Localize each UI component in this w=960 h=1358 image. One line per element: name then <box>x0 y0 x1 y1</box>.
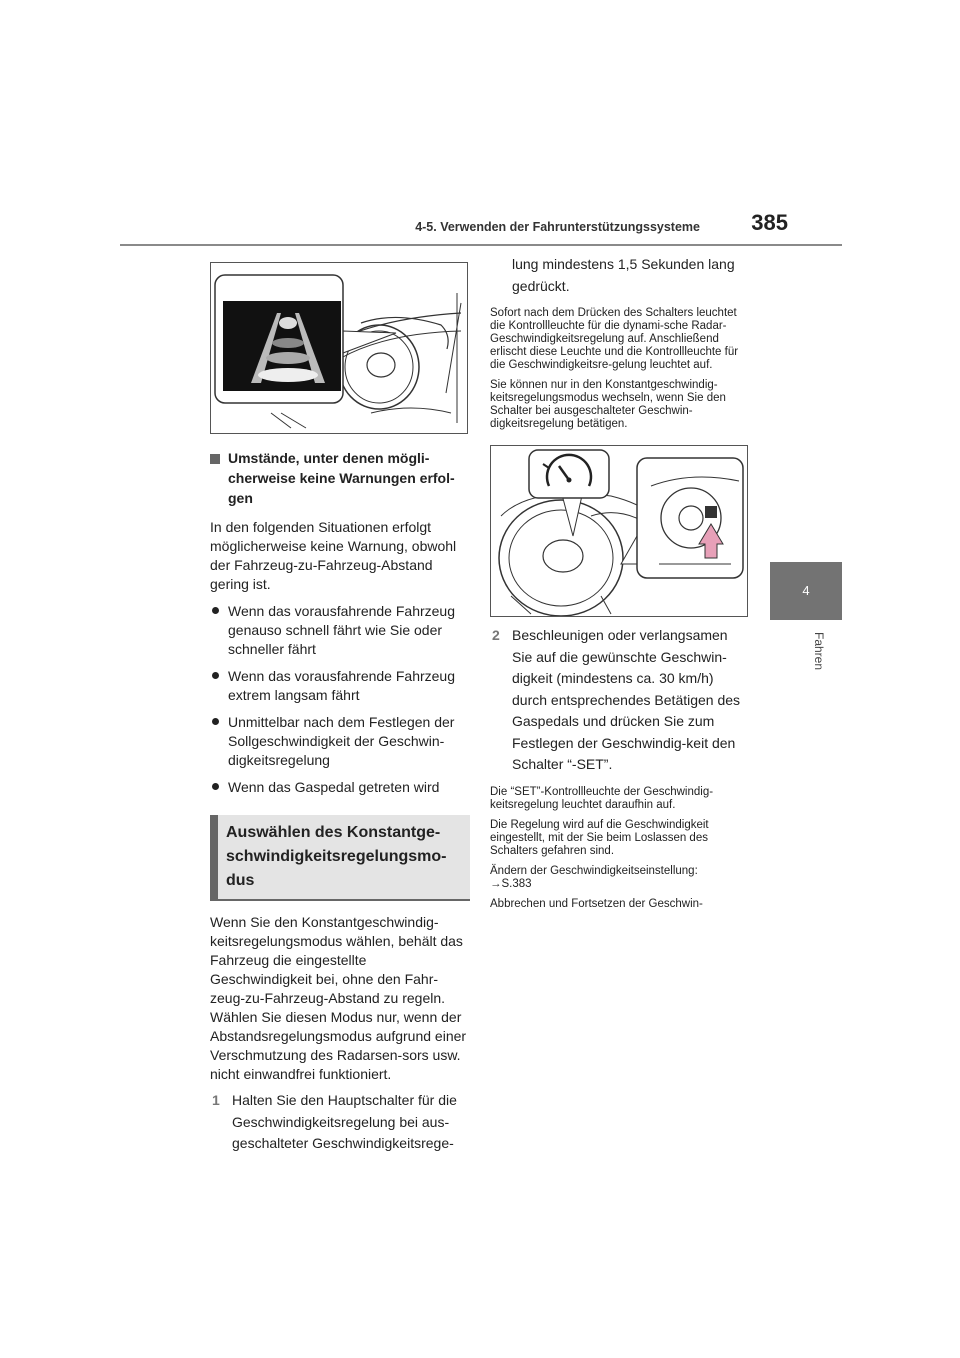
step-number: 2 <box>492 627 500 643</box>
step-number: 1 <box>212 1092 220 1108</box>
step-text: Beschleunigen oder verlangsamen Sie auf die gewünschte Geschwin-digkeit (mindestens ca. 30 km/h) durch entsprechendes Betätigen des Gaspedals und drücken Sie zum Festlegen der Geschwindig-keit den Schalter “-SET”. <box>512 627 741 772</box>
list-item: Wenn das Gaspedal getreten wird <box>210 778 470 797</box>
note-paragraph: Die “SET”-Kontrollleuchte der Geschwindig-keitsregelung leuchtet daraufhin auf. <box>490 785 714 811</box>
step-1 <box>210 1090 470 1155</box>
dashboard-warning-illustration <box>210 262 468 434</box>
intro-paragraph: In den folgenden Situationen erfolgt möglicherweise keine Warnung, obwohl der Fahrzeug-zu-Fahrzeug-Abstand gering ist. <box>210 519 457 592</box>
note-paragraph <box>490 865 748 891</box>
right-column <box>490 254 748 911</box>
subheading-no-warning: Umstände, unter denen mögli-cherweise keine Warnungen erfol-gen <box>210 448 470 508</box>
list-item: Wenn das vorausfahrende Fahrzeug extrem langsam fährt <box>210 667 470 705</box>
list-item: Unmittelbar nach dem Festlegen der Sollgeschwindigkeit der Geschwin-digkeitsregelung <box>210 713 470 770</box>
header-rule <box>120 244 842 246</box>
section-paragraph: Wenn Sie den Konstantgeschwindig-keitsregelungsmodus wählen, behält das Fahrzeug die eingestellte Geschwindigkeit bei, ohne den Fahr-zeug-zu-Fahrzeug-Abstand zu regeln. Wählen Sie diesen Modus nur, wenn der Abstandsregelungsmodus aufgrund einer Verschmutzung des Radarsen-sors usw. nicht einwandfrei funktioniert. <box>210 914 467 1082</box>
chapter-tab: 4 <box>770 562 842 620</box>
note-paragraph: Sie können nur in den Konstantgeschwindig-keitsregelungsmodus wechseln, wenn Sie den Schalter bei ausgeschalteter Geschwin-digkeitsregelung betätigen. <box>490 379 726 430</box>
situation-list <box>210 602 470 797</box>
list-item: Wenn das vorausfahrende Fahrzeug genauso schnell fährt wie Sie oder schneller fährt <box>210 602 470 659</box>
bullet-dot-icon <box>212 783 219 790</box>
step-text: Halten Sie den Hauptschalter für die Geschwindigkeitsregelung bei aus-geschalteter Geschwindigkeitsrege- <box>232 1092 457 1151</box>
note-paragraph: Die Regelung wird auf die Geschwindigkeit eingestellt, mit der Sie beim Loslassen des Schalters gefahren sind. <box>490 818 709 857</box>
steering-switch-drawing <box>491 446 747 616</box>
page-number: 385 <box>751 210 788 235</box>
square-bullet-icon <box>210 454 220 464</box>
page-reference-link[interactable]: →S.383 <box>490 877 532 890</box>
bullet-dot-icon <box>212 672 219 679</box>
chapter-tab-label: Fahren <box>812 632 826 671</box>
note-paragraph: Sofort nach dem Drücken des Schalters leuchtet die Kontrollleuchte für die dynami-sche Radar-Geschwindigkeitsregelung auf. Anschließend erlischt diese Leuchte und die Kontrollleuchte für die Geschwindigkeitsre-gelung leuchtet auf. <box>490 307 739 371</box>
note-line: Ändern der Geschwindigkeitseinstellung: <box>490 864 698 877</box>
steering-switch-illustration <box>490 445 748 617</box>
dashboard-warning-drawing <box>211 263 467 433</box>
step-text: lung mindestens 1,5 Sekunden lang gedrückt. <box>512 256 735 294</box>
section-heading: Auswählen des Konstantge-schwindigkeitsregelungsmo-dus <box>210 815 470 901</box>
step-1-continued <box>490 254 748 297</box>
bullet-dot-icon <box>212 607 219 614</box>
step-2 <box>490 625 748 776</box>
left-column <box>210 262 470 1155</box>
chapter-title: 4-5. Verwenden der Fahrunterstützungssysteme <box>415 220 700 234</box>
note-paragraph: Abbrechen und Fortsetzen der Geschwin- <box>490 897 703 910</box>
bullet-dot-icon <box>212 718 219 725</box>
